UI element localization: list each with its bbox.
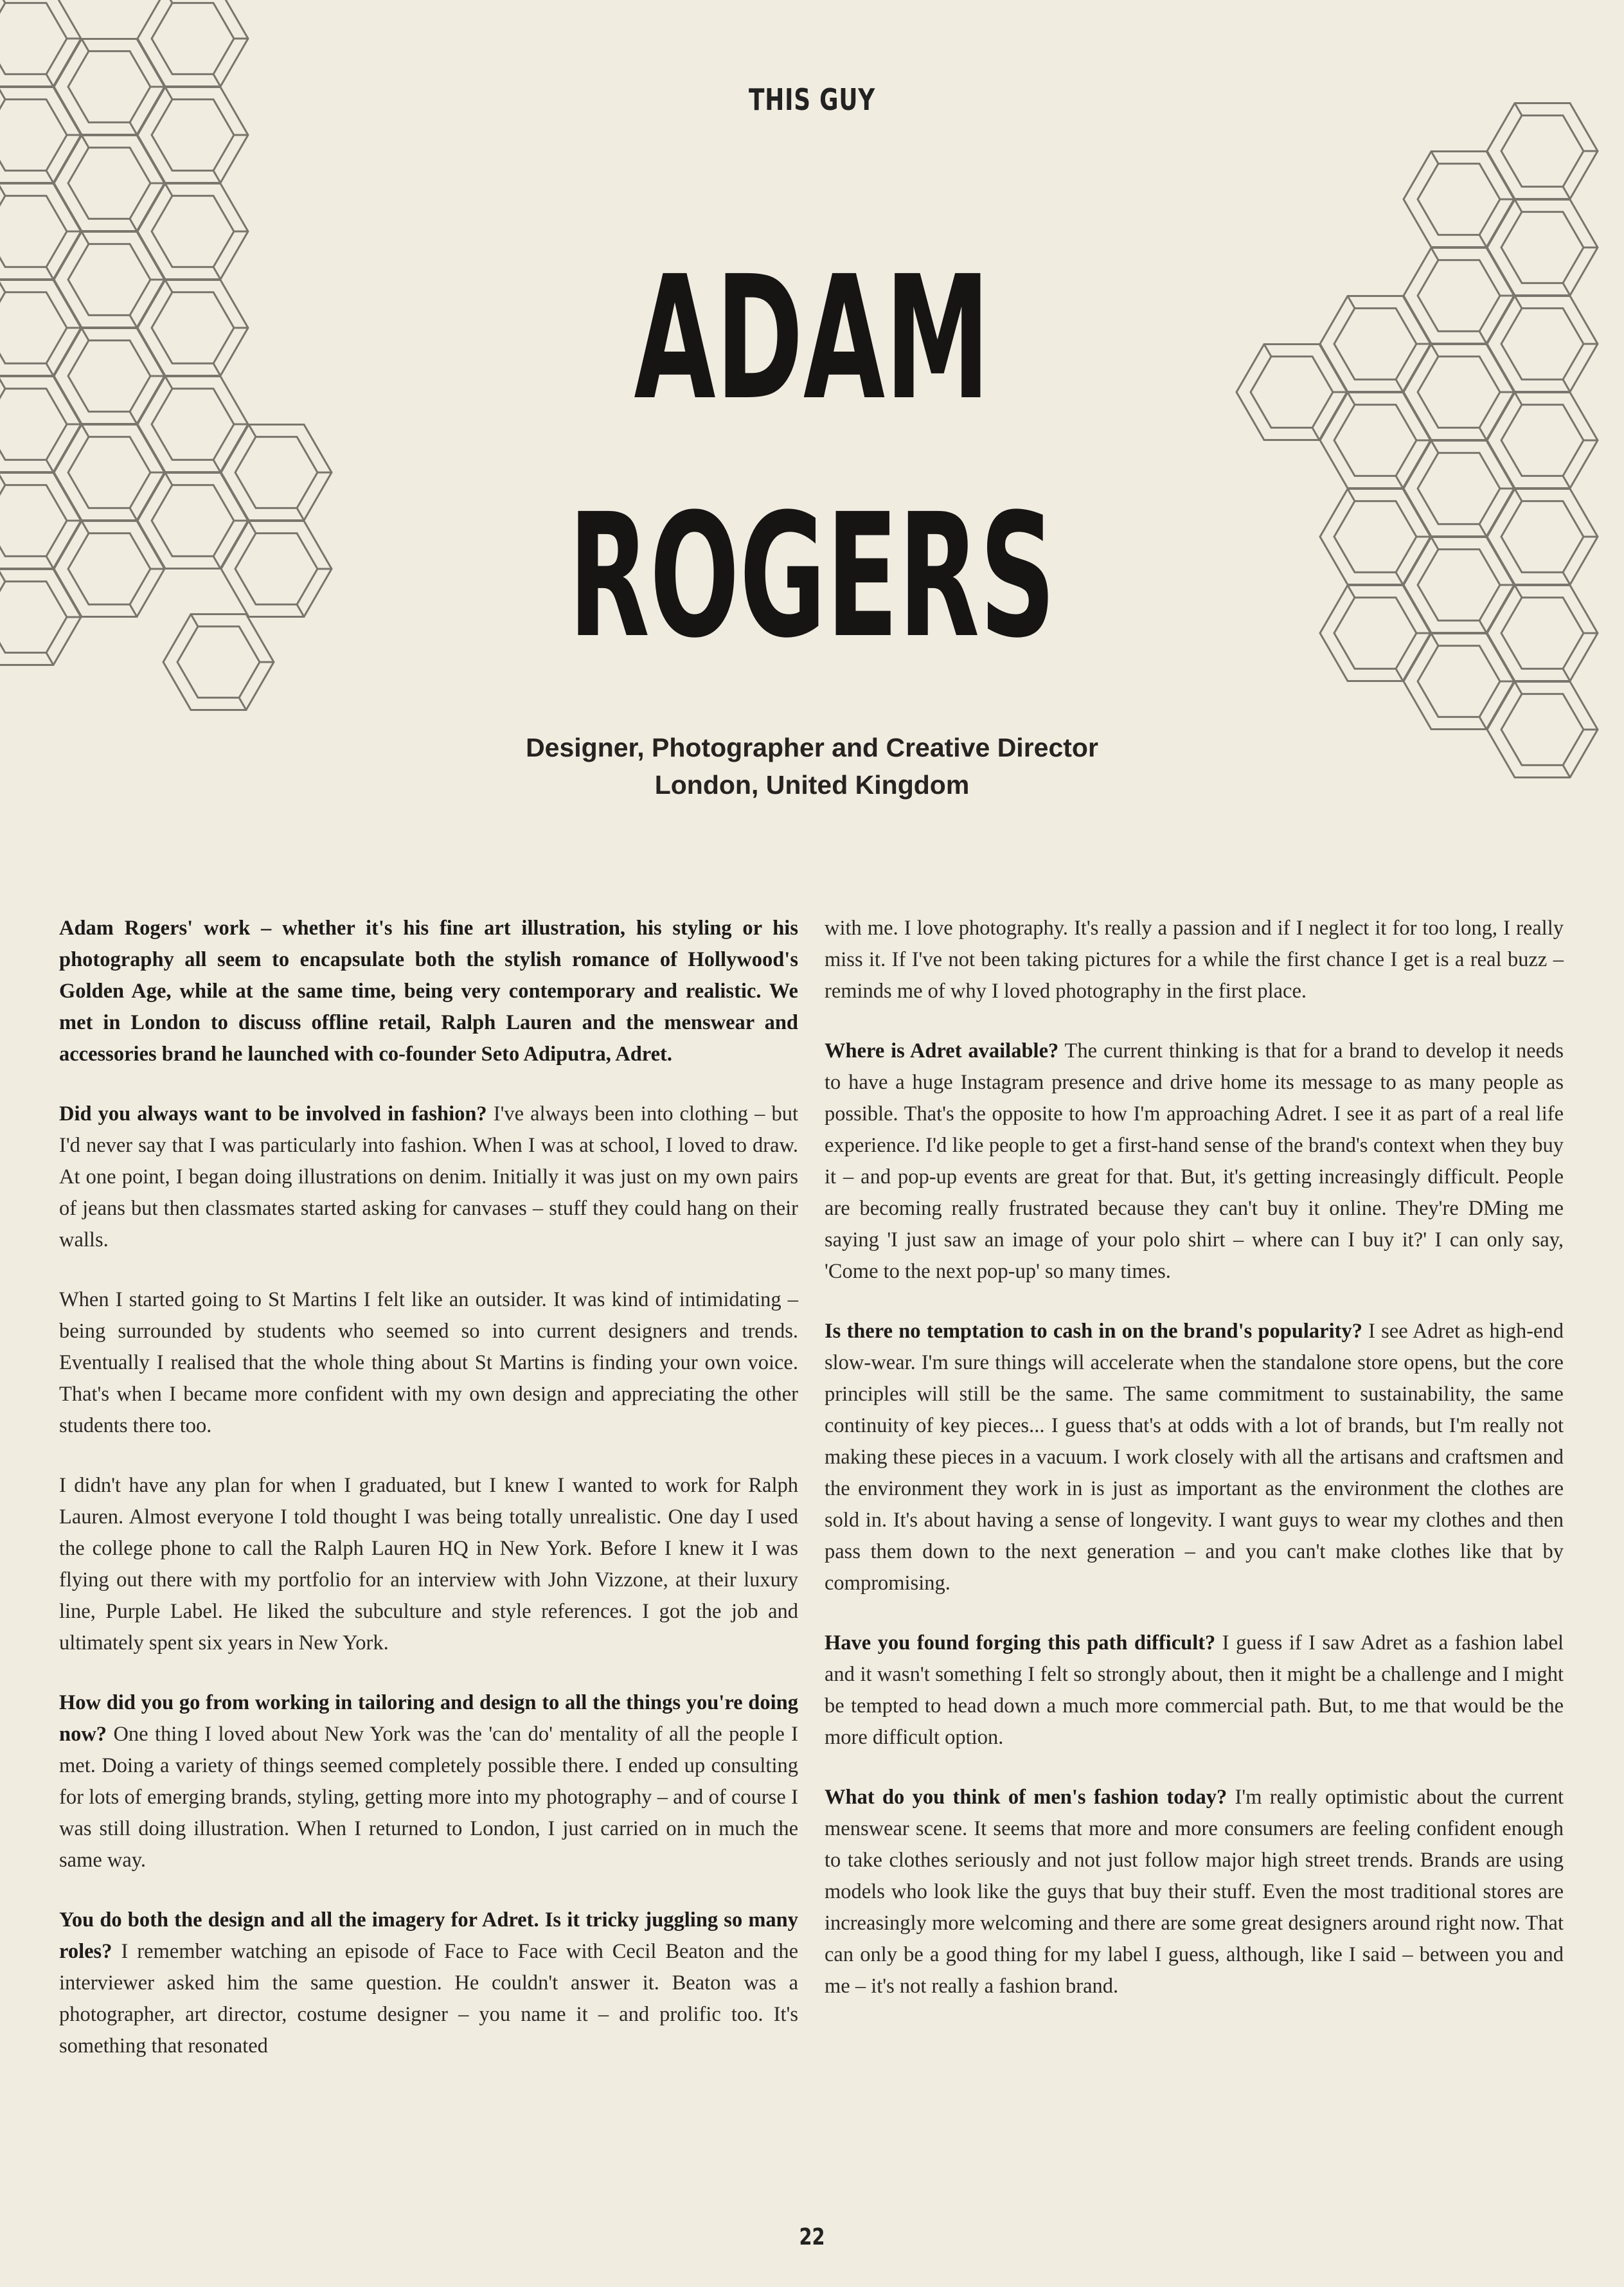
answer: I remember watching an episode of Face to Face with Cecil Beaton and the interviewer asked him the same question. He couldn't answer it. Beaton was a photographer, art director, costume designer – you name it – and prolific too. It's something that resonated (59, 1940, 798, 2058)
headline-last-name: ROGERS (568, 478, 1056, 676)
article-column-left (59, 913, 798, 2090)
answer: I've always been into clothing – but I'd never say that I was particularly into fashion. When I was at school, I loved to draw. At one point, I began doing illustrations on denim. Initially it was just on my own pairs of jeans but then classmates started asking for canvases – stuff they could hang on their walls. (59, 1102, 798, 1251)
answer: I see Adret as high-end slow-wear. I'm sure things will accelerate when the standalone store opens, but the core principles will still be the same. The same commitment to sustainability, the same continuity of key pieces... I guess that's at odds with a lot of brands, but I'm really not making these pieces in a vacuum. I work closely with all the artisans and craftsmen and the environment they work in is just as important as the environment the clothes are sold in. It's about having a sense of longevity. I want guys to wear my clothes and then pass them down to the next generation – and you can't make clothes like that by compromising. (825, 1320, 1564, 1595)
paragraph-qa (59, 1905, 798, 2062)
page-number: 22 (799, 2224, 825, 2250)
question: Where is Adret available? (825, 1039, 1059, 1063)
paragraph-qa (59, 1099, 798, 1256)
answer: One thing I loved about New York was the 'can do' mentality of all the people I met. Doing a variety of things seemed completely possible there. I ended up consulting for lots of emerging brands, styling, getting more into my photography – and of course I was still doing illustration. When I returned to London, I just carried on in much the same way. (59, 1723, 798, 1872)
answer: The current thinking is that for a brand to develop it needs to have a huge Instagram presence and drive home its message to as many people as possible. That's the opposite to how I'm approaching Adret. I see it as part of a real life experience. I'd like people to get a first-hand sense of the brand's context when they buy it – and pop-up events are great for that. But, it's getting increasingly difficult. People are becoming really frustrated because they can't buy it online. They're DMing me saying 'I just saw an image of your polo shirt – where can I buy it?' I can only say, 'Come to the next pop-up' so many times. (825, 1039, 1564, 1283)
paragraph-qa (825, 1782, 1564, 2002)
section-tag: THIS GUY (749, 82, 875, 117)
answer: I didn't have any plan for when I graduated, but I knew I wanted to work for Ralph Lauren. Almost everyone I told thought I was being totally unrealistic. One day I used the college phone to call the Ralph Lauren HQ in New York. Before I knew it I was flying out there with my portfolio for an interview with John Vizzone, at their luxury line, Purple Label. He liked the subculture and style references. I got the job and ultimately spent six years in New York. (59, 1474, 798, 1655)
paragraph-lead: Adam Rogers' work – whether it's his fine art illustration, his styling or his photography all seem to encapsulate both the stylish romance of Hollywood's Golden Age, while at the same time, being very contemporary and realistic. We met in London to discuss offline retail, Ralph Lauren and the menswear and accessories brand he launched with co-founder Seto Adiputra, Adret. (59, 917, 798, 1066)
answer: I'm really optimistic about the current menswear scene. It seems that more and more consumers are feeling confident enough to take clothes seriously and not just follow major high street trends. Brands are using models who look like the guys that buy their stuff. Even the most traditional stores are increasingly more welcoming and there are some great designers around right now. That can only be a good thing for my label I guess, although, like I said – between you and me – it's not really a fashion brand. (825, 1786, 1564, 1998)
subtitle-role: Designer, Photographer and Creative Director (526, 733, 1098, 762)
article-column-right (825, 913, 1564, 2031)
paragraph-intro (59, 913, 798, 1070)
question: You do both the design and all the imagery for Adret. Is it tricky juggling so many roles? (59, 1908, 798, 1963)
paragraph (825, 913, 1564, 1007)
paragraph-qa (825, 1316, 1564, 1599)
paragraph (59, 1470, 798, 1659)
paragraph-qa (825, 1628, 1564, 1753)
answer: When I started going to St Martins I felt like an outsider. It was kind of intimidating – being surrounded by students who seemed so into current designers and trends. Eventually I realised that the whole thing about St Martins is finding your own voice. That's when I became more confident with my own design and appreciating the other students there too. (59, 1288, 798, 1437)
hex-cluster-right (1236, 103, 1598, 778)
question: How did you go from working in tailoring and design to all the things you're doing now? (59, 1691, 798, 1746)
question: What do you think of men's fashion today? (825, 1786, 1227, 1809)
answer: with me. I love photography. It's really a passion and if I neglect it for too long, I really miss it. If I've not been taking pictures for a while the first chance I get is a real buzz – reminds me of why I loved photography in the first place. (825, 917, 1564, 1003)
question: Have you found forging this path difficult? (825, 1631, 1216, 1655)
answer: I guess if I saw Adret as a fashion label and it wasn't something I felt so strongly about, then it might be a challenge and I might be tempted to head down a much more commercial path. But, to me that would be the more difficult option. (825, 1631, 1564, 1749)
paragraph-qa (825, 1036, 1564, 1287)
paragraph (59, 1284, 798, 1442)
subtitle-location: London, United Kingdom (654, 770, 970, 800)
headline-first-name: ADAM (634, 240, 990, 438)
paragraph-qa (59, 1687, 798, 1876)
question: Is there no temptation to cash in on the brand's popularity? (825, 1320, 1362, 1343)
question: Did you always want to be involved in fashion? (59, 1102, 487, 1126)
